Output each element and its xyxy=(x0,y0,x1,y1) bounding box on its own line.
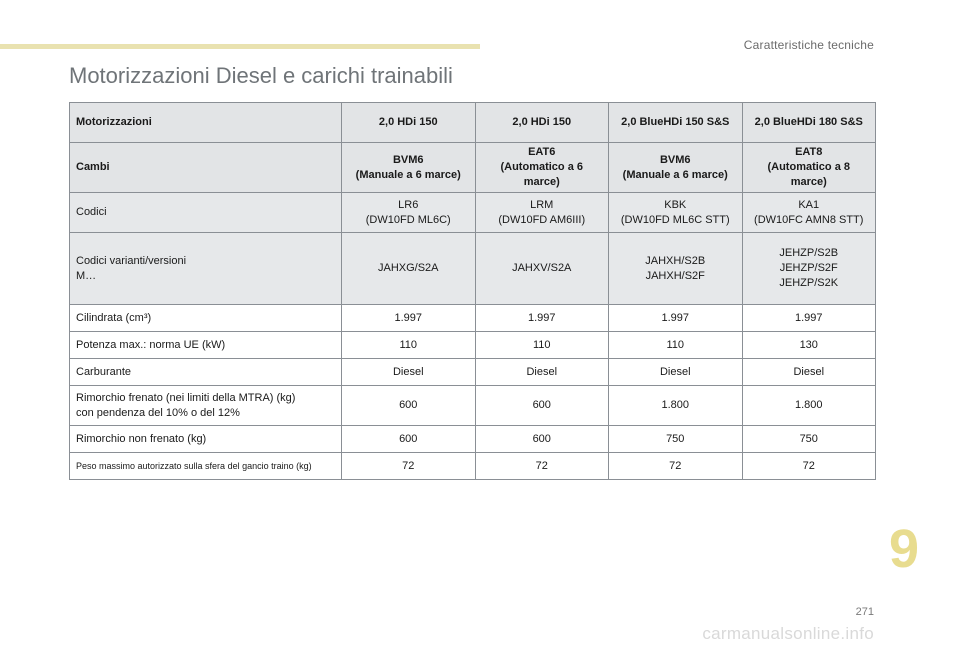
row-label: Potenza max.: norma UE (kW) xyxy=(70,332,342,359)
table-cell: 1.800 xyxy=(742,386,876,426)
table-cell: 750 xyxy=(609,426,743,453)
table-row-potenza xyxy=(70,332,876,359)
column-header: 2,0 BlueHDi 150 S&S xyxy=(609,103,743,143)
engine-spec-table xyxy=(69,102,876,480)
table-cell: 72 xyxy=(475,453,609,480)
table-row-cambi xyxy=(70,143,876,193)
table-cell: 600 xyxy=(342,386,476,426)
row-label: Rimorchio non frenato (kg) xyxy=(70,426,342,453)
table-cell: 1.997 xyxy=(475,305,609,332)
table-row-peso-gancio xyxy=(70,453,876,480)
chapter-number: 9 xyxy=(889,519,920,579)
table-cell: BVM6 (Manuale a 6 marce) xyxy=(342,143,476,193)
table-row-varianti xyxy=(70,233,876,305)
row-label: Cambi xyxy=(70,143,342,193)
table-cell: 110 xyxy=(475,332,609,359)
table-cell: Diesel xyxy=(342,359,476,386)
column-header: 2,0 HDi 150 xyxy=(475,103,609,143)
table-cell: KBK (DW10FD ML6C STT) xyxy=(609,193,743,233)
column-header: Motorizzazioni xyxy=(70,103,342,143)
table-cell: 1.997 xyxy=(609,305,743,332)
table-cell: BVM6 (Manuale a 6 marce) xyxy=(609,143,743,193)
table-cell: Diesel xyxy=(475,359,609,386)
table-cell: 110 xyxy=(609,332,743,359)
table-cell: 1.800 xyxy=(609,386,743,426)
table-cell: JAHXV/S2A xyxy=(475,233,609,305)
page-number: 271 xyxy=(855,606,874,618)
table-cell: 600 xyxy=(342,426,476,453)
row-label: Rimorchio frenato (nei limiti della MTRA) (kg) con pendenza del 10% o del 12% xyxy=(70,386,342,426)
table-row-cilindrata xyxy=(70,305,876,332)
table-cell: JEHZP/S2B JEHZP/S2F JEHZP/S2K xyxy=(742,233,876,305)
table-cell: 72 xyxy=(742,453,876,480)
table-cell: 600 xyxy=(475,426,609,453)
table-cell: EAT6 (Automatico a 6 marce) xyxy=(475,143,609,193)
table-cell: JAHXH/S2B JAHXH/S2F xyxy=(609,233,743,305)
column-header: 2,0 BlueHDi 180 S&S xyxy=(742,103,876,143)
row-label: Carburante xyxy=(70,359,342,386)
table-row-codici xyxy=(70,193,876,233)
table-cell: 110 xyxy=(342,332,476,359)
table-cell: 1.997 xyxy=(742,305,876,332)
table-row-rimorchio-non-frenato xyxy=(70,426,876,453)
table-row-rimorchio-frenato xyxy=(70,386,876,426)
row-label: Codici varianti/versioni M… xyxy=(70,233,342,305)
table-cell: 72 xyxy=(342,453,476,480)
header-accent-bar xyxy=(0,44,480,49)
table-cell: LR6 (DW10FD ML6C) xyxy=(342,193,476,233)
table-cell: LRM (DW10FD AM6III) xyxy=(475,193,609,233)
table-cell: Diesel xyxy=(742,359,876,386)
column-header: 2,0 HDi 150 xyxy=(342,103,476,143)
section-header: Caratteristiche tecniche xyxy=(743,38,874,52)
table-cell: 130 xyxy=(742,332,876,359)
table-cell: EAT8 (Automatico a 8 marce) xyxy=(742,143,876,193)
row-label: Codici xyxy=(70,193,342,233)
table-header-row xyxy=(70,103,876,143)
page-title: Motorizzazioni Diesel e carichi trainabili xyxy=(69,63,453,88)
row-label: Cilindrata (cm³) xyxy=(70,305,342,332)
table-cell: KA1 (DW10FC AMN8 STT) xyxy=(742,193,876,233)
table-cell: 72 xyxy=(609,453,743,480)
table-cell: JAHXG/S2A xyxy=(342,233,476,305)
table-cell: 750 xyxy=(742,426,876,453)
row-label: Peso massimo autorizzato sulla sfera del gancio traino (kg) xyxy=(70,453,342,480)
table-cell: 1.997 xyxy=(342,305,476,332)
table-row-carburante xyxy=(70,359,876,386)
table-cell: 600 xyxy=(475,386,609,426)
watermark: carmanualsonline.info xyxy=(702,624,874,643)
table-cell: Diesel xyxy=(609,359,743,386)
